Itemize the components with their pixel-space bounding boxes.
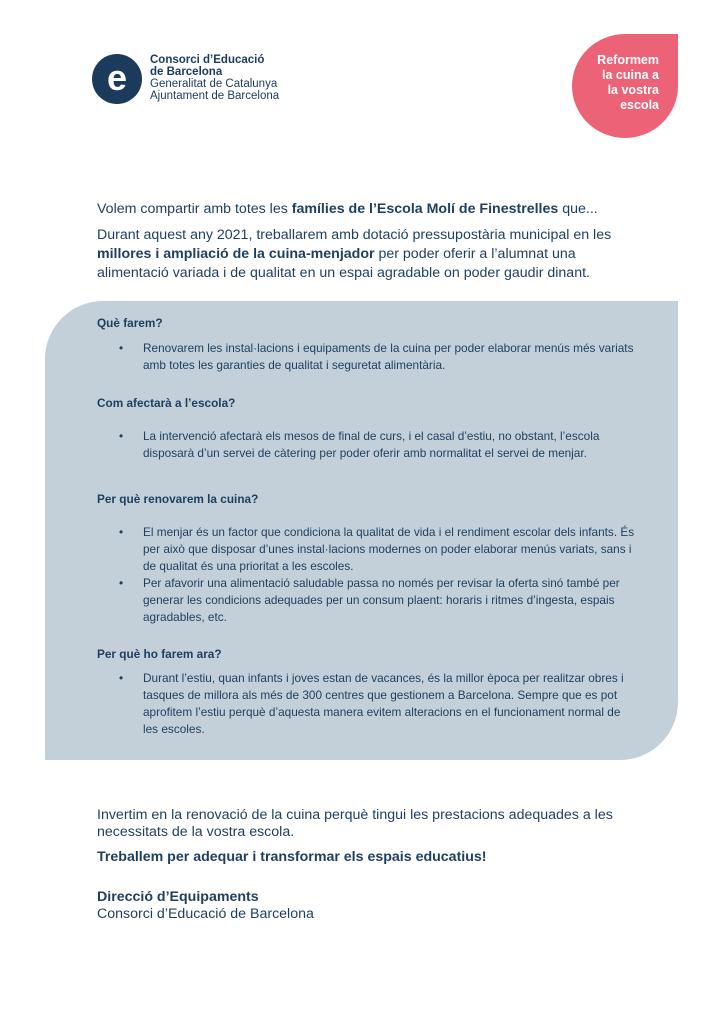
svg-text:e: e: [106, 57, 128, 98]
section-per-que-renovarem: [97, 491, 637, 626]
logo-text: [150, 54, 279, 102]
consorci-e-logo-icon: [92, 54, 142, 104]
signature: [97, 889, 314, 923]
org-name-line1: Consorci d’Educació: [150, 54, 265, 66]
section-title: Com afectarà a l’escola?: [97, 396, 236, 410]
intro-paragraph-2: Durant aquest any 2021, treballarem amb dotació pressupostària municipal en les millores i ampliació de la cuina-menjador per poder oferir a l’alumnat una alimentació variada i de qualitat en un espai agradable on poder gaudir dinant.: [97, 227, 612, 281]
list-item: • Per afavorir una alimentació saludable passa no només per revisar la oferta sinó també per generar les condicions adequades per un consum plaent: horaris i ritmes d’ingesta, espais agradables, etc.: [97, 575, 637, 626]
section-list: [97, 340, 637, 374]
badge-line: escola: [620, 98, 659, 112]
outro-paragraph: Invertim en la renovació de la cuina perquè tingui les prestacions adequades a les necessitats de la vostra escola.: [97, 807, 613, 840]
list-item: • Renovarem les instal·lacions i equipaments de la cuina per poder elaborar menús més variats amb totes les garanties de qualitat i seguretat alimentària.: [97, 340, 637, 374]
section-list: [97, 428, 637, 462]
section-list: [97, 524, 637, 626]
signature-org: Consorci d’Educació de Barcelona: [97, 906, 314, 922]
section-que-farem: [97, 315, 637, 374]
list-item: • Durant l’estiu, quan infants i joves estan de vacances, és la millor època per realitzar obres i tasques de millora als més de 300 centres que gestionem a Barcelona. Sempre que es pot aprofitem l’estiu perquè d’aquesta manera evitem alteracions en el funcionament normal de les escoles.: [97, 670, 637, 738]
org-name-line2: de Barcelona: [150, 66, 223, 78]
reformem-badge: [572, 34, 678, 138]
section-list: [97, 670, 637, 738]
section-per-que-ara: [97, 646, 637, 738]
badge-line: Reformem: [597, 53, 659, 67]
section-title: Què farem?: [97, 316, 163, 330]
org-parent-line2: Ajuntament de Barcelona: [150, 90, 280, 102]
intro-text: [97, 200, 637, 283]
list-item: • El menjar és un factor que condiciona la qualitat de vida i el rendiment escolar dels infants. És per això que disposar d’unes instal·lacions modernes on poder elaborar menús variats, sans i de qualitat és una prioritat a les escoles.: [97, 524, 637, 575]
section-title: Per què renovarem la cuina?: [97, 492, 259, 506]
org-parent-line1: Generalitat de Catalunya: [150, 78, 278, 90]
list-item: • La intervenció afectarà els mesos de final de curs, i el casal d’estiu, no obstant, l’escola disposarà d’un servei de càtering per poder oferir amb normalitat el servei de menjar.: [97, 428, 637, 462]
badge-line: la vostra: [607, 83, 659, 97]
outro-text: [97, 807, 637, 866]
badge-line: la cuina a: [602, 68, 659, 82]
section-title: Per què ho farem ara?: [97, 647, 222, 661]
intro-paragraph-1: Volem compartir amb totes les famílies de l’Escola Molí de Finestrelles que...: [97, 201, 598, 217]
signature-name: Direcció d’Equipaments: [97, 889, 259, 905]
consorci-logo: [92, 54, 279, 104]
outro-slogan: Treballem per adequar i transformar els espais educatius!: [97, 849, 487, 865]
section-com-afectara: [97, 395, 637, 462]
